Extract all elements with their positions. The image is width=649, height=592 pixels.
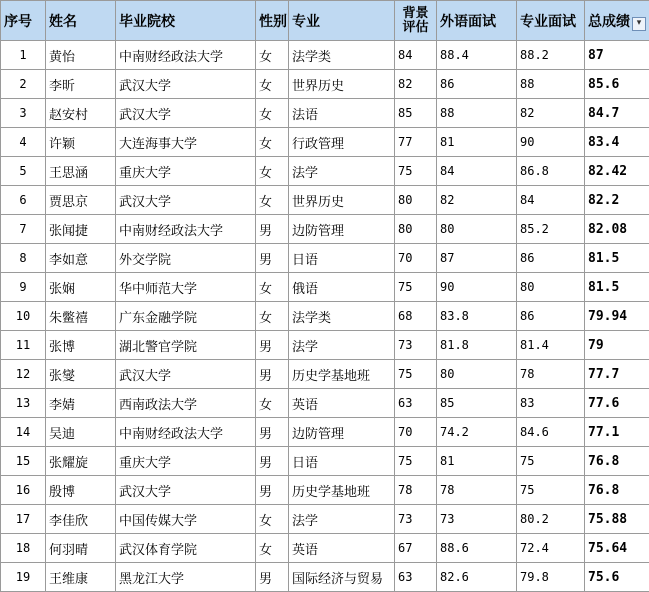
cell-school[interactable]: 大连海事大学 [116,128,256,157]
header-foreign-interview[interactable]: 外语面试 [437,1,517,41]
cell-idx[interactable]: 17 [1,505,46,534]
cell-background-eval[interactable]: 80 [395,186,437,215]
cell-foreign-interview[interactable]: 88.4 [437,41,517,70]
cell-gender[interactable]: 女 [256,505,289,534]
cell-name[interactable]: 黄怡 [46,41,116,70]
cell-pro-interview[interactable]: 72.4 [517,534,585,563]
cell-background-eval[interactable]: 77 [395,128,437,157]
header-total[interactable] [585,1,649,41]
table-row [1,186,649,215]
cell-idx[interactable]: 11 [1,331,46,360]
cell-background-eval[interactable]: 73 [395,331,437,360]
cell-background-eval[interactable]: 80 [395,215,437,244]
cell-gender[interactable]: 女 [256,186,289,215]
cell-background-eval[interactable]: 70 [395,418,437,447]
cell-pro-interview[interactable]: 86 [517,244,585,273]
cell-background-eval[interactable]: 70 [395,244,437,273]
cell-total[interactable]: 76.8 [585,447,649,476]
table-row [1,360,649,389]
cell-total[interactable]: 77.7 [585,360,649,389]
cell-idx[interactable]: 3 [1,99,46,128]
cell-school[interactable]: 华中师范大学 [116,273,256,302]
cell-background-eval[interactable]: 78 [395,476,437,505]
cell-school[interactable]: 重庆大学 [116,447,256,476]
cell-school[interactable]: 武汉大学 [116,360,256,389]
cell-name[interactable]: 王维康 [46,563,116,592]
cell-pro-interview[interactable]: 86 [517,302,585,331]
cell-school[interactable]: 外交学院 [116,244,256,273]
table-row [1,476,649,505]
cell-school[interactable]: 武汉体育学院 [116,534,256,563]
cell-major[interactable]: 俄语 [289,273,395,302]
cell-major[interactable]: 边防管理 [289,418,395,447]
cell-idx[interactable]: 1 [1,41,46,70]
cell-gender[interactable]: 女 [256,302,289,331]
cell-gender[interactable]: 女 [256,99,289,128]
cell-school[interactable]: 中南财经政法大学 [116,418,256,447]
cell-name[interactable]: 赵安村 [46,99,116,128]
header-name[interactable]: 姓名 [46,1,116,41]
cell-idx[interactable]: 13 [1,389,46,418]
cell-foreign-interview[interactable]: 82.6 [437,563,517,592]
table-row [1,244,649,273]
cell-background-eval[interactable]: 63 [395,563,437,592]
cell-pro-interview[interactable]: 79.8 [517,563,585,592]
header-pro-interview[interactable]: 专业面试 [517,1,585,41]
cell-gender[interactable]: 男 [256,447,289,476]
table-row [1,331,649,360]
header-total-label: 总成绩 [588,13,630,30]
table-row [1,505,649,534]
cell-school[interactable]: 武汉大学 [116,476,256,505]
cell-pro-interview[interactable]: 88.2 [517,41,585,70]
cell-background-eval[interactable]: 75 [395,157,437,186]
cell-pro-interview[interactable]: 83 [517,389,585,418]
header-background-eval[interactable] [395,1,437,41]
cell-school[interactable]: 中南财经政法大学 [116,41,256,70]
cell-total[interactable]: 77.1 [585,418,649,447]
header-bg-line1: 背景 [402,5,429,21]
cell-major[interactable]: 历史学基地班 [289,476,395,505]
cell-school[interactable]: 黑龙江大学 [116,563,256,592]
cell-gender[interactable]: 女 [256,389,289,418]
cell-foreign-interview[interactable]: 88.6 [437,534,517,563]
cell-gender[interactable]: 女 [256,70,289,99]
cell-gender[interactable]: 女 [256,157,289,186]
cell-background-eval[interactable]: 75 [395,273,437,302]
cell-pro-interview[interactable]: 80.2 [517,505,585,534]
cell-idx[interactable]: 2 [1,70,46,99]
cell-pro-interview[interactable]: 86.8 [517,157,585,186]
header-major[interactable]: 专业 [289,1,395,41]
cell-foreign-interview[interactable]: 78 [437,476,517,505]
header-bg-line2: 评估 [402,19,429,35]
cell-gender[interactable]: 男 [256,563,289,592]
table-row [1,389,649,418]
cell-total[interactable]: 82.08 [585,215,649,244]
cell-idx[interactable]: 8 [1,244,46,273]
cell-total[interactable]: 76.8 [585,476,649,505]
cell-name[interactable]: 朱鳖禧 [46,302,116,331]
cell-school[interactable]: 西南政法大学 [116,389,256,418]
cell-name[interactable]: 贾思京 [46,186,116,215]
cell-idx[interactable]: 14 [1,418,46,447]
cell-pro-interview[interactable]: 85.2 [517,215,585,244]
cell-name[interactable]: 张耀旋 [46,447,116,476]
cell-pro-interview[interactable]: 81.4 [517,331,585,360]
cell-school[interactable]: 武汉大学 [116,186,256,215]
cell-name[interactable]: 张燮 [46,360,116,389]
cell-school[interactable]: 重庆大学 [116,157,256,186]
cell-idx[interactable]: 19 [1,563,46,592]
table-row [1,215,649,244]
cell-total[interactable]: 75.88 [585,505,649,534]
cell-name[interactable]: 李佳欣 [46,505,116,534]
table-row [1,563,649,592]
cell-pro-interview[interactable]: 84 [517,186,585,215]
cell-background-eval[interactable]: 82 [395,70,437,99]
cell-pro-interview[interactable]: 88 [517,70,585,99]
cell-total[interactable]: 81.5 [585,244,649,273]
cell-gender[interactable]: 男 [256,244,289,273]
cell-idx[interactable]: 4 [1,128,46,157]
cell-name[interactable]: 张博 [46,331,116,360]
cell-total[interactable]: 75.6 [585,563,649,592]
cell-pro-interview[interactable]: 90 [517,128,585,157]
cell-background-eval[interactable]: 73 [395,505,437,534]
cell-foreign-interview[interactable]: 80 [437,215,517,244]
cell-major[interactable]: 法学类 [289,41,395,70]
cell-school[interactable]: 湖北警官学院 [116,331,256,360]
cell-foreign-interview[interactable]: 80 [437,360,517,389]
cell-major[interactable]: 日语 [289,244,395,273]
table-row [1,447,649,476]
cell-idx[interactable]: 5 [1,157,46,186]
cell-pro-interview[interactable]: 75 [517,447,585,476]
header-gender[interactable]: 性别 [256,1,289,41]
cell-background-eval[interactable]: 75 [395,360,437,389]
cell-foreign-interview[interactable]: 81 [437,128,517,157]
cell-name[interactable]: 殷博 [46,476,116,505]
cell-foreign-interview[interactable]: 86 [437,70,517,99]
cell-major[interactable]: 行政管理 [289,128,395,157]
cell-name[interactable]: 李如意 [46,244,116,273]
cell-foreign-interview[interactable]: 82 [437,186,517,215]
cell-total[interactable]: 83.4 [585,128,649,157]
cell-major[interactable]: 边防管理 [289,215,395,244]
cell-idx[interactable]: 16 [1,476,46,505]
table-row [1,128,649,157]
cell-foreign-interview[interactable]: 88 [437,99,517,128]
table-row [1,302,649,331]
cell-idx[interactable]: 10 [1,302,46,331]
table-row [1,157,649,186]
header-school[interactable]: 毕业院校 [116,1,256,41]
cell-foreign-interview[interactable]: 90 [437,273,517,302]
cell-background-eval[interactable]: 67 [395,534,437,563]
cell-idx[interactable]: 18 [1,534,46,563]
cell-school[interactable]: 武汉大学 [116,70,256,99]
table-row [1,41,649,70]
cell-total[interactable]: 79.94 [585,302,649,331]
cell-gender[interactable]: 男 [256,215,289,244]
cell-major[interactable]: 国际经济与贸易 [289,563,395,592]
cell-school[interactable]: 广东金融学院 [116,302,256,331]
cell-foreign-interview[interactable]: 81 [437,447,517,476]
cell-school[interactable]: 武汉大学 [116,99,256,128]
table-row [1,273,649,302]
cell-school[interactable]: 中南财经政法大学 [116,215,256,244]
cell-foreign-interview[interactable]: 85 [437,389,517,418]
cell-name[interactable]: 王思涵 [46,157,116,186]
cell-major[interactable]: 法学 [289,157,395,186]
cell-gender[interactable]: 男 [256,418,289,447]
cell-background-eval[interactable]: 68 [395,302,437,331]
table-row [1,418,649,447]
cell-total[interactable]: 85.6 [585,70,649,99]
table-row [1,534,649,563]
cell-idx[interactable]: 6 [1,186,46,215]
cell-gender[interactable]: 男 [256,360,289,389]
cell-school[interactable]: 中国传媒大学 [116,505,256,534]
cell-major[interactable]: 世界历史 [289,186,395,215]
cell-total[interactable]: 79 [585,331,649,360]
cell-major[interactable]: 法学类 [289,302,395,331]
cell-pro-interview[interactable]: 78 [517,360,585,389]
cell-total[interactable]: 84.7 [585,99,649,128]
cell-gender[interactable]: 女 [256,534,289,563]
cell-background-eval[interactable]: 63 [395,389,437,418]
cell-gender[interactable]: 男 [256,476,289,505]
cell-total[interactable]: 75.64 [585,534,649,563]
cell-major[interactable]: 法学 [289,505,395,534]
cell-name[interactable]: 何羽晴 [46,534,116,563]
cell-background-eval[interactable]: 75 [395,447,437,476]
cell-name[interactable]: 张娴 [46,273,116,302]
cell-pro-interview[interactable]: 82 [517,99,585,128]
cell-gender[interactable]: 女 [256,41,289,70]
cell-major[interactable]: 世界历史 [289,70,395,99]
cell-total[interactable]: 77.6 [585,389,649,418]
cell-major[interactable]: 历史学基地班 [289,360,395,389]
cell-foreign-interview[interactable]: 87 [437,244,517,273]
cell-total[interactable]: 82.2 [585,186,649,215]
cell-foreign-interview[interactable]: 81.8 [437,331,517,360]
filter-dropdown-icon[interactable]: ▾ [632,17,646,31]
cell-foreign-interview[interactable]: 84 [437,157,517,186]
cell-pro-interview[interactable]: 75 [517,476,585,505]
cell-name[interactable]: 许颖 [46,128,116,157]
cell-foreign-interview[interactable]: 83.8 [437,302,517,331]
cell-name[interactable]: 吴迪 [46,418,116,447]
cell-major[interactable]: 英语 [289,534,395,563]
cell-total[interactable]: 87 [585,41,649,70]
cell-pro-interview[interactable]: 84.6 [517,418,585,447]
cell-pro-interview[interactable]: 80 [517,273,585,302]
cell-name[interactable]: 李婧 [46,389,116,418]
table-row [1,99,649,128]
cell-major[interactable]: 日语 [289,447,395,476]
cell-name[interactable]: 张闻捷 [46,215,116,244]
cell-total[interactable]: 81.5 [585,273,649,302]
cell-gender[interactable]: 女 [256,273,289,302]
cell-foreign-interview[interactable]: 73 [437,505,517,534]
cell-idx[interactable]: 12 [1,360,46,389]
cell-name[interactable]: 李昕 [46,70,116,99]
cell-background-eval[interactable]: 85 [395,99,437,128]
cell-foreign-interview[interactable]: 74.2 [437,418,517,447]
cell-idx[interactable]: 9 [1,273,46,302]
cell-background-eval[interactable]: 84 [395,41,437,70]
header-idx[interactable]: 序号 [1,1,46,41]
cell-major[interactable]: 法学 [289,331,395,360]
table-row [1,70,649,99]
cell-idx[interactable]: 15 [1,447,46,476]
cell-gender[interactable]: 男 [256,331,289,360]
cell-total[interactable]: 82.42 [585,157,649,186]
cell-idx[interactable]: 7 [1,215,46,244]
cell-gender[interactable]: 女 [256,128,289,157]
cell-major[interactable]: 法语 [289,99,395,128]
header-row [1,1,649,41]
cell-major[interactable]: 英语 [289,389,395,418]
